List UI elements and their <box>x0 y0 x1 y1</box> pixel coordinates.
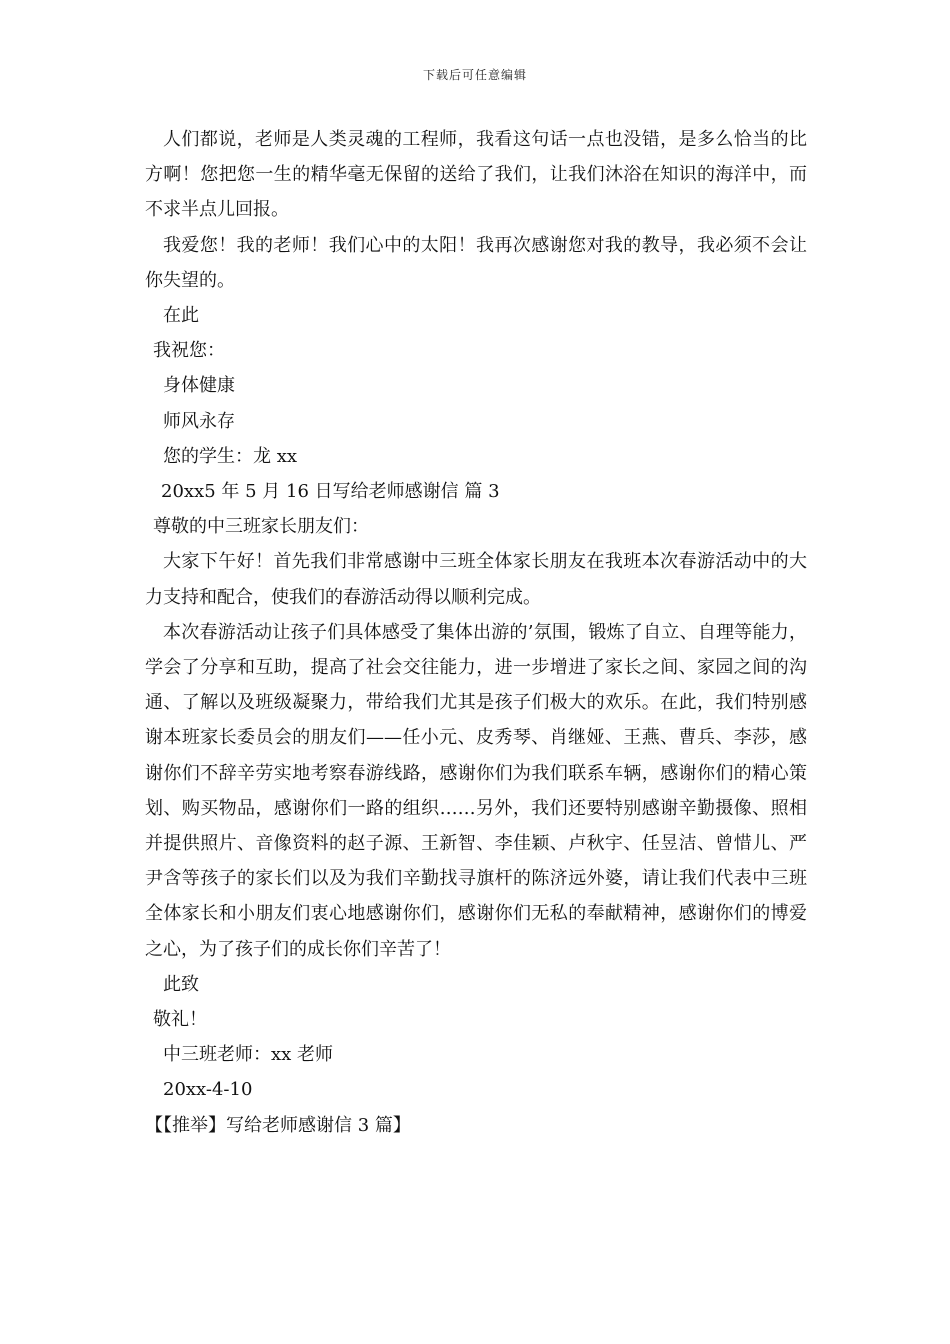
paragraph-love-teacher: 我爱您！我的老师！我们心中的太阳！我再次感谢您对我的教导，我必须不会让你失望的。 <box>145 234 807 291</box>
signature-teacher: 中三班老师：xx 老师 <box>163 1044 334 1066</box>
paragraph-spring-outing: 本次春游活动让孩子们具体感受了集体出游的’氛围，锻炼了自立、自理等能力，学会了分享和互助，提高了社会交往能力，进一步增进了家长之间、家园之间的沟通、了解以及班级凝聚力，带给我们尤其是孩子们极大的欢乐。在此，我们特别感谢本班家长委员会的朋友们——任小元、皮秀琴、肖继娅、王燕、曹兵、李莎，感谢你们不辞辛劳实地考察春游线路，感谢你们为我们联系车辆，感谢你们的精心策划、购买物品，感谢你们一路的组织……另外，我们还要特别感谢辛勤摄像、照相并提供照片、音像资料的赵子源、王新智、李佳颖、卢秋宇、任昱洁、曾惜儿、严尹含等孩子的家长们以及为我们辛勤找寻旗杆的陈济远外婆，请让我们代表中三班全体家长和小朋友们衷心地感谢你们，感谢你们无私的奉献精神，感谢你们的博爱之心，为了孩子们的成长你们辛苦了！ <box>145 621 807 960</box>
paragraph-thanks-support: 大家下午好！首先我们非常感谢中三班全体家长朋友在我班本次春游活动中的大力支持和配合，使我们的春游活动得以顺利完成。 <box>145 551 807 608</box>
wish-health: 身体健康 <box>163 375 235 397</box>
document-body <box>145 122 807 1143</box>
closing-salute: 敬礼！ <box>153 1009 207 1031</box>
page-header: 下载后可任意编辑 <box>422 68 527 82</box>
closing-wish: 我祝您： <box>153 340 225 362</box>
signature-date: 20xx-4-10 <box>163 1079 253 1101</box>
wish-virtue: 师风永存 <box>163 410 235 432</box>
salutation-parents: 尊敬的中三班家长朋友们： <box>153 516 369 538</box>
letter-title-3: 20xx5 年 5 月 16 日写给老师感谢信 篇 3 <box>161 481 500 503</box>
closing-zaici: 在此 <box>163 305 199 327</box>
paragraph-engineer: 人们都说，老师是人类灵魂的工程师，我看这句话一点也没错，是多么恰当的比方啊！您把您一生的精华毫无保留的送给了我们，让我们沐浴在知识的海洋中，而不求半点儿回报。 <box>145 129 807 221</box>
closing-cizhi: 此致 <box>163 973 199 995</box>
signature-student: 您的学生：龙 xx <box>163 445 298 467</box>
document-footer-title: 【【推举】写给老师感谢信 3 篇】 <box>145 1114 411 1136</box>
